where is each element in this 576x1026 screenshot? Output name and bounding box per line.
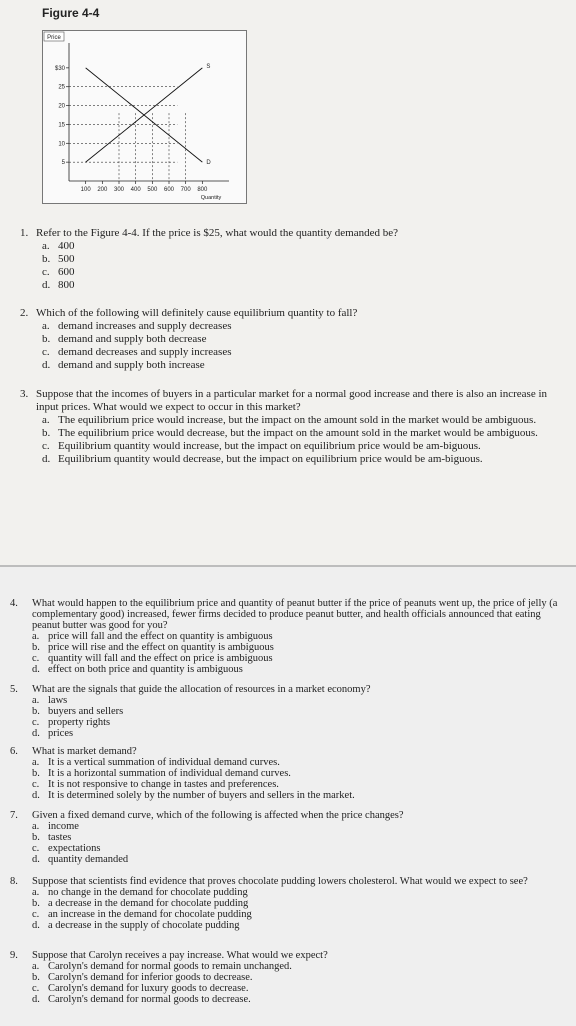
option-text: 800: [58, 279, 75, 291]
answer-option: [20, 333, 565, 346]
answer-option: [20, 279, 565, 292]
option-letter: a.: [42, 414, 50, 426]
option-text: income: [48, 821, 79, 832]
y-tick-label: $30: [54, 65, 65, 72]
question-stem: [10, 950, 570, 961]
option-text: demand increases and supply decreases: [58, 320, 232, 332]
option-letter: d.: [32, 994, 40, 1005]
x-tick-label: 600: [163, 187, 175, 193]
answer-option: [20, 240, 565, 253]
answer-option: [10, 717, 570, 728]
option-letter: d.: [32, 854, 40, 865]
question-stem: [10, 810, 570, 821]
option-text: Equilibrium quantity would increase, but the impact on equilibrium price would be am-biguous.: [58, 440, 481, 452]
question-number: 4.: [10, 598, 18, 609]
option-text: tastes: [48, 832, 72, 843]
option-text: quantity demanded: [48, 854, 129, 865]
answer-option: [20, 414, 565, 427]
question-4: [10, 598, 570, 675]
x-tick-label: 300: [113, 187, 125, 193]
option-text: an increase in the demand for chocolate pudding: [48, 909, 252, 920]
x-tick-label: 200: [97, 187, 108, 193]
question-text: Which of the following will definitely cause equilibrium quantity to fall?: [36, 307, 358, 319]
option-letter: a.: [42, 240, 50, 252]
option-letter: d.: [42, 279, 51, 291]
question-5: [10, 684, 570, 739]
answer-option: [10, 642, 570, 653]
question-text: Given a fixed demand curve, which of the following is affected when the price changes?: [32, 810, 404, 821]
option-letter: b.: [32, 832, 40, 843]
option-letter: c.: [32, 779, 40, 790]
question-number: 8.: [10, 876, 18, 887]
answer-option: [20, 440, 565, 453]
option-text: It is determined solely by the number of buyers and sellers in the market.: [48, 790, 355, 801]
answer-option: [10, 664, 570, 675]
option-text: price will rise and the effect on quantity is ambiguous: [48, 642, 274, 653]
option-text: demand and supply both decrease: [58, 333, 207, 345]
option-text: The equilibrium price would decrease, but the impact on the amount sold in the market would be ambiguous.: [58, 427, 538, 439]
option-text: laws: [48, 695, 68, 706]
option-letter: c.: [42, 266, 50, 278]
option-text: effect on both price and quantity is ambiguous: [48, 664, 243, 675]
answer-option: [10, 843, 570, 854]
question-number: 3.: [20, 388, 29, 400]
question-stem: [10, 876, 570, 887]
option-letter: a.: [32, 695, 40, 706]
option-text: 400: [58, 240, 75, 252]
supply-demand-chart: [43, 31, 246, 203]
option-letter: a.: [32, 887, 40, 898]
option-letter: a.: [32, 961, 40, 972]
question-number: 6.: [10, 746, 18, 757]
option-text: a decrease in the supply of chocolate pudding: [48, 920, 240, 931]
answer-option: [10, 920, 570, 931]
question-stem: [10, 684, 570, 695]
question-number: 7.: [10, 810, 18, 821]
option-letter: a.: [32, 757, 40, 768]
option-letter: d.: [32, 920, 40, 931]
option-letter: d.: [32, 664, 40, 675]
option-text: demand and supply both increase: [58, 359, 205, 371]
option-letter: d.: [32, 790, 40, 801]
option-text: The equilibrium price would increase, but the impact on the amount sold in the market would be ambiguous.: [58, 414, 537, 426]
answer-option: [10, 887, 570, 898]
answer-option: [20, 453, 565, 466]
answer-option: [10, 821, 570, 832]
answer-option: [10, 909, 570, 920]
option-letter: d.: [42, 359, 51, 371]
answer-option: [10, 854, 570, 865]
question-number: 9.: [10, 950, 18, 961]
answer-option: [20, 266, 565, 279]
option-text: a decrease in the demand for chocolate pudding: [48, 898, 249, 909]
x-tick-label: 400: [130, 187, 141, 193]
option-text: It is not responsive to change in tastes and preferences.: [48, 779, 279, 790]
question-text: Suppose that scientists find evidence that proves chocolate pudding lowers cholesterol. What would we expect to see?: [32, 876, 528, 887]
y-tick-label: 15: [58, 122, 65, 129]
x-tick-label: 100: [80, 187, 91, 193]
option-text: Carolyn's demand for inferior goods to decrease.: [48, 972, 253, 983]
option-text: Equilibrium quantity would decrease, but the impact on equilibrium price would be am-biguous.: [58, 453, 483, 465]
option-text: demand decreases and supply increases: [58, 346, 232, 358]
question-text: Suppose that Carolyn receives a pay increase. What would we expect?: [32, 950, 328, 961]
option-text: It is a vertical summation of individual demand curves.: [48, 757, 280, 768]
option-letter: b.: [32, 898, 40, 909]
option-text: 500: [58, 253, 75, 265]
question-number: 2.: [20, 307, 29, 319]
option-letter: c.: [32, 717, 40, 728]
question-text: What is market demand?: [32, 746, 137, 757]
answer-option: [10, 757, 570, 768]
answer-option: [10, 695, 570, 706]
y-tick-label: 10: [58, 141, 65, 148]
question-text: Refer to the Figure 4-4. If the price is $25, what would the quantity demanded be?: [36, 227, 398, 239]
option-letter: b.: [42, 427, 51, 439]
option-letter: b.: [32, 768, 40, 779]
answer-option: [10, 779, 570, 790]
question-3: [20, 388, 565, 466]
answer-option: [10, 994, 570, 1005]
x-tick-label: 700: [180, 187, 191, 193]
bottom-page: [0, 565, 576, 1026]
option-text: no change in the demand for chocolate pudding: [48, 887, 248, 898]
question-text: Suppose that the incomes of buyers in a particular market for a normal good increase and there is also an increase in input prices. What would we expect to occur in this market?: [36, 388, 548, 413]
answer-option: [20, 359, 565, 372]
option-text: price will fall and the effect on quantity is ambiguous: [48, 631, 273, 642]
option-letter: b.: [42, 333, 51, 345]
option-letter: a.: [42, 320, 50, 332]
option-text: Carolyn's demand for luxury goods to decrease.: [48, 983, 249, 994]
answer-option: [10, 653, 570, 664]
y-tick-label: 20: [58, 103, 65, 110]
x-tick-label: 800: [197, 187, 208, 193]
x-tick-label: 500: [147, 187, 158, 193]
quantity-axis-label: Quantity: [200, 195, 222, 201]
answer-option: [20, 320, 565, 333]
question-number: 5.: [10, 684, 18, 695]
answer-option: [10, 790, 570, 801]
price-axis-label: Price: [47, 35, 61, 41]
option-text: expectations: [48, 843, 101, 854]
option-letter: d.: [32, 728, 40, 739]
question-2: [20, 307, 565, 372]
question-9: [10, 950, 570, 1005]
answer-option: [20, 346, 565, 359]
figure-title: Figure 4-4: [42, 6, 100, 20]
y-tick-label: 25: [58, 84, 65, 91]
option-text: Carolyn's demand for normal goods to remain unchanged.: [48, 961, 292, 972]
supply-demand-figure: [42, 30, 247, 204]
supply-label: S: [206, 63, 211, 70]
answer-option: [10, 983, 570, 994]
answer-option: [10, 832, 570, 843]
option-text: 600: [58, 266, 75, 278]
answer-option: [10, 631, 570, 642]
question-stem: [10, 746, 570, 757]
question-1: [20, 227, 565, 292]
option-letter: c.: [32, 653, 40, 664]
answer-option: [20, 253, 565, 266]
option-letter: c.: [32, 983, 40, 994]
option-letter: b.: [32, 972, 40, 983]
option-text: property rights: [48, 717, 111, 728]
question-stem: [20, 307, 565, 320]
question-number: 1.: [20, 227, 29, 239]
question-stem: [10, 598, 570, 631]
question-stem: [20, 388, 565, 414]
option-letter: a.: [32, 821, 40, 832]
answer-option: [10, 972, 570, 983]
option-letter: c.: [32, 843, 40, 854]
option-text: prices: [48, 728, 74, 739]
y-tick-label: 5: [61, 160, 65, 167]
question-stem: [20, 227, 565, 240]
option-text: Carolyn's demand for normal goods to decrease.: [48, 994, 251, 1005]
question-text: What would happen to the equilibrium price and quantity of peanut butter if the price of peanuts went up, the price of jelly (a complementary good) increased, fewer firms decided to produce peanut butter, and health officials announced that eating peanut butter was good for you?: [32, 598, 558, 631]
question-8: [10, 876, 570, 931]
option-letter: c.: [32, 909, 40, 920]
option-text: buyers and sellers: [48, 706, 124, 717]
question-6: [10, 746, 570, 801]
option-letter: b.: [42, 253, 51, 265]
answer-option: [10, 961, 570, 972]
answer-option: [10, 898, 570, 909]
answer-option: [10, 706, 570, 717]
demand-label: D: [206, 160, 211, 167]
option-letter: c.: [42, 346, 50, 358]
option-letter: a.: [32, 631, 40, 642]
option-letter: b.: [32, 642, 40, 653]
option-text: It is a horizontal summation of individual demand curves.: [48, 768, 291, 779]
option-text: quantity will fall and the effect on price is ambiguous: [48, 653, 273, 664]
question-text: What are the signals that guide the allocation of resources in a market economy?: [32, 684, 371, 695]
option-letter: b.: [32, 706, 40, 717]
answer-option: [10, 768, 570, 779]
question-7: [10, 810, 570, 865]
option-letter: d.: [42, 453, 51, 465]
answer-option: [20, 427, 565, 440]
option-letter: c.: [42, 440, 50, 452]
answer-option: [10, 728, 570, 739]
